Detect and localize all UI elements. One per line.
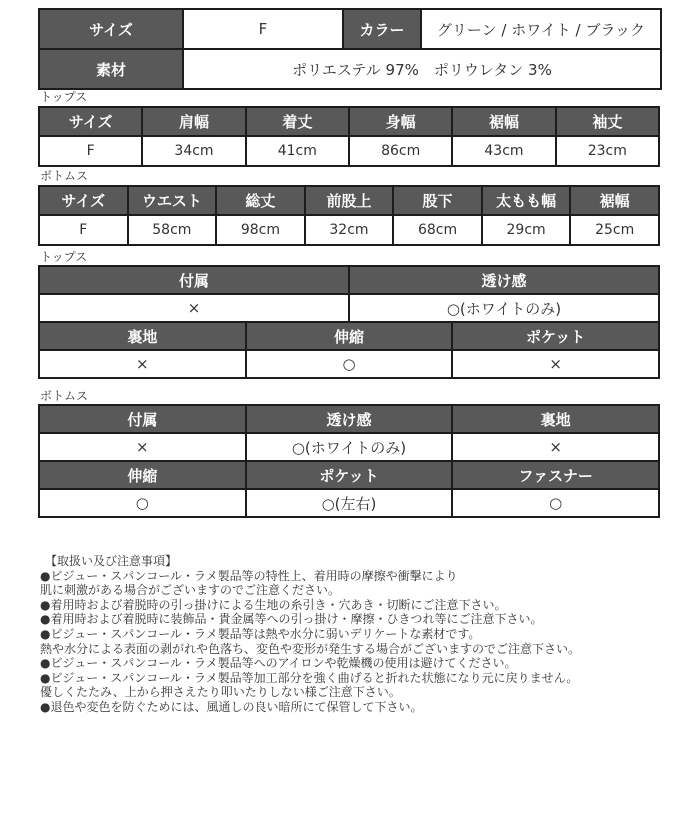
value-cell: ○ (452, 489, 659, 517)
note-line: 優しくたたみ、上から押さえたり叩いたりしない様ご注意下さい。 (40, 685, 401, 700)
section-label-bottoms-measurements: ボトムス (40, 169, 89, 183)
note-line: ●ビジュー・スパンコール・ラメ製品等加工部分を強く曲げると折れた状態になり元に戻りません。 (40, 670, 579, 685)
table-row (39, 489, 659, 517)
value-cell: × (39, 350, 246, 378)
size-value-cell: F (183, 9, 343, 49)
header-cell: ポケット (452, 322, 659, 350)
value-cell: 43cm (452, 136, 555, 166)
header-cell: 透け感 (246, 405, 453, 433)
size-header-cell: サイズ (39, 9, 183, 49)
table-row (39, 322, 659, 350)
color-value-cell: グリーン / ホワイト / ブラック (421, 9, 661, 49)
header-cell: 透け感 (349, 266, 659, 294)
value-cell: 32cm (305, 215, 394, 245)
header-cell: 付属 (39, 405, 246, 433)
table-row (39, 49, 661, 89)
value-cell: F (39, 215, 128, 245)
care-notes (40, 554, 680, 715)
value-cell: 34cm (142, 136, 245, 166)
tops-measurements-block (38, 106, 660, 167)
value-cell: 86cm (349, 136, 452, 166)
note-line: 熱や水分による表面の剥がれや色落ち、変色や変形が発生する場合がございますのでご注意下さい。 (40, 641, 581, 656)
header-cell: 総丈 (216, 186, 305, 215)
note-line: ●着用時および着脱時に装飾品・貴金属等への引っ掛け・摩擦・ひきつれ等にご注意下さい。 (40, 612, 543, 627)
header-cell: 袖丈 (556, 107, 659, 136)
tops-features-table (38, 265, 660, 379)
note-line: ●着用時および着脱時の引っ掛けによる生地の糸引き・穴あき・切断にご注意下さい。 (40, 597, 507, 612)
material-value-cell: ポリエステル 97% ポリウレタン 3% (183, 49, 661, 89)
value-cell: × (39, 433, 246, 461)
value-cell: 25cm (570, 215, 659, 245)
material-header-cell: 素材 (39, 49, 183, 89)
table-row (39, 107, 659, 136)
header-cell: 身幅 (349, 107, 452, 136)
value-cell: 29cm (482, 215, 571, 245)
header-cell: 太もも幅 (482, 186, 571, 215)
bottoms-features-block (38, 404, 660, 518)
note-line: ●ビジュー・スパンコール・ラメ製品等は熱や水分に弱いデリケートな素材です。 (40, 626, 481, 641)
value-cell: ○(左右) (246, 489, 453, 517)
header-cell: 肩幅 (142, 107, 245, 136)
value-cell: 41cm (246, 136, 349, 166)
bottoms-features-table (38, 404, 660, 518)
header-cell: 裾幅 (570, 186, 659, 215)
table-row (39, 294, 659, 322)
value-cell: ○(ホワイトのみ) (349, 294, 659, 322)
table-row (39, 350, 659, 378)
bottoms-measurements-table (38, 185, 660, 246)
value-cell: 23cm (556, 136, 659, 166)
table-row (39, 433, 659, 461)
header-cell: 股下 (393, 186, 482, 215)
header-cell: ポケット (246, 461, 453, 489)
section-label-tops-features: トップス (40, 250, 88, 264)
header-cell: 前股上 (305, 186, 394, 215)
table-row (39, 186, 659, 215)
value-cell: × (39, 294, 349, 322)
section-label-tops-measurements: トップス (40, 90, 88, 104)
header-cell: 着丈 (246, 107, 349, 136)
note-line: 肌に刺激がある場合がございますのでご注意ください。 (40, 583, 341, 598)
header-cell: 伸縮 (39, 461, 246, 489)
bottoms-measurements-block (38, 185, 660, 246)
value-cell: 68cm (393, 215, 482, 245)
table-row (39, 266, 659, 294)
value-cell: ○(ホワイトのみ) (246, 433, 453, 461)
value-cell: 98cm (216, 215, 305, 245)
tops-measurements-table (38, 106, 660, 167)
header-cell: ファスナー (452, 461, 659, 489)
spec-table (38, 8, 662, 90)
tops-features-block (38, 265, 660, 379)
value-cell: F (39, 136, 142, 166)
section-label-bottoms-features: ボトムス (40, 389, 89, 403)
header-cell: 付属 (39, 266, 349, 294)
note-line: ●退色や変色を防ぐためには、風通しの良い暗所にて保管して下さい。 (40, 699, 423, 714)
note-line: ●ビジュー・スパンコール・ラメ製品等の特性上、着用時の摩擦や衝撃により (40, 568, 458, 583)
value-cell: ○ (246, 350, 453, 378)
header-cell: 裏地 (452, 405, 659, 433)
value-cell: ○ (39, 489, 246, 517)
note-line: ●ビジュー・スパンコール・ラメ製品等へのアイロンや乾燥機の使用は避けてください。 (40, 656, 517, 671)
value-cell: 58cm (128, 215, 217, 245)
value-cell: × (452, 350, 659, 378)
header-cell: 伸縮 (246, 322, 453, 350)
table-row (39, 405, 659, 433)
care-notes-title: 【取扱い及び注意事項】 (45, 554, 178, 568)
header-cell: サイズ (39, 107, 142, 136)
header-cell: 裾幅 (452, 107, 555, 136)
table-row (39, 136, 659, 166)
table-row (39, 215, 659, 245)
header-cell: 裏地 (39, 322, 246, 350)
table-row (39, 461, 659, 489)
spec-table-block (38, 8, 660, 90)
header-cell: ウエスト (128, 186, 217, 215)
header-cell: サイズ (39, 186, 128, 215)
table-row (39, 9, 661, 49)
color-header-cell: カラー (343, 9, 421, 49)
value-cell: × (452, 433, 659, 461)
